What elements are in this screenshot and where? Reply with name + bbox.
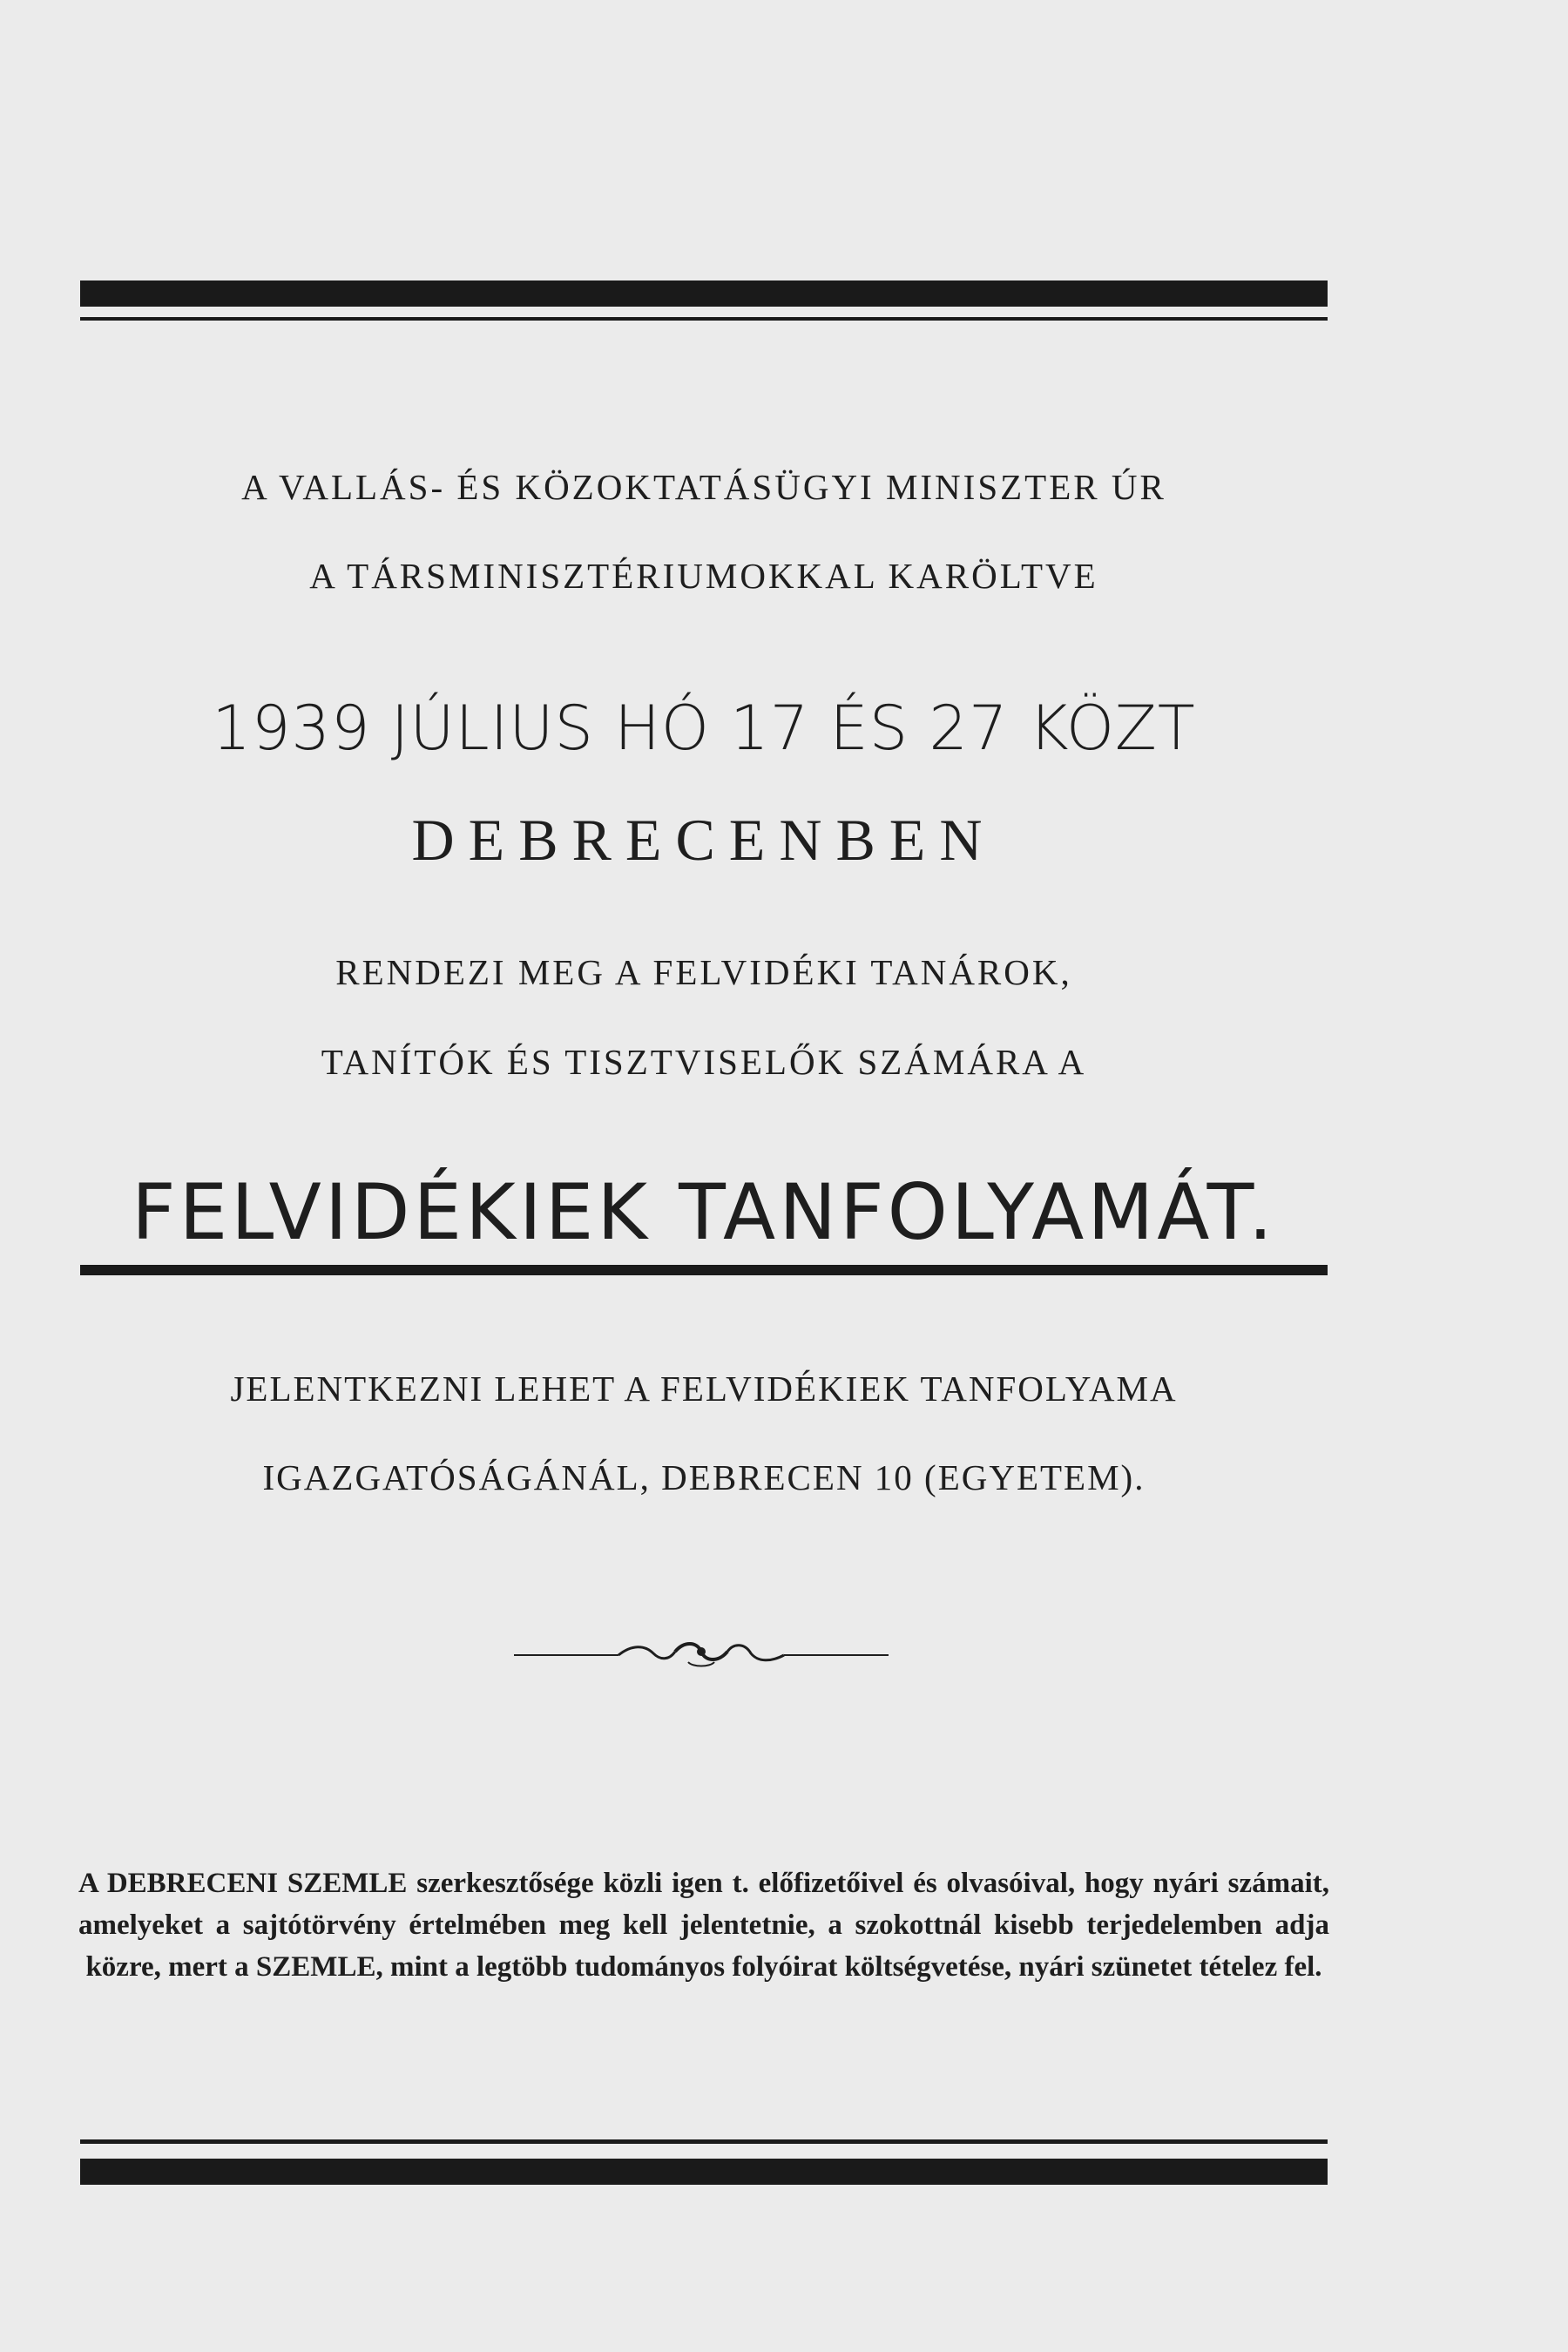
headline: FELVIDÉKIEK TANFOLYAMÁT.	[132, 1167, 1276, 1257]
registration-line-2: IGAZGATÓSÁGÁNÁL, DEBRECEN 10 (EGYETEM).	[262, 1457, 1146, 1497]
bottom-rule-thick	[80, 2159, 1328, 2185]
registration-line-1: JELENTKEZNI LEHET A FELVIDÉKIEK TANFOLYAMA	[230, 1369, 1178, 1409]
organizer-line-1: RENDEZI MEG A FELVIDÉKI TANÁROK,	[335, 952, 1072, 992]
editorial-notice: A DEBRECENI SZEMLE szerkesztősége közli igen t. előfizetőivel és olvasóival, hogy nyári számait, amelyeket a sajtótörvény értelmében meg kell jelentetnie, a szokottnál kisebb terjedelemben adja közre, mert a SZEMLE, mint a legtöbb tudományos folyóirat költségvetése, nyári szünetet tételez fel.	[78, 1868, 1329, 1983]
intro-line-2: A TÁRSMINISZTÉRIUMOKKAL KARÖLTVE	[309, 556, 1098, 596]
intro-line-1: A VALLÁS- ÉS KÖZOKTATÁSÜGYI MINISZTER ÚR	[241, 467, 1166, 507]
headline-underline	[80, 1265, 1328, 1275]
top-rule-thin	[80, 317, 1328, 321]
date-line: 1939 JÚLIUS HÓ 17 ÉS 27 KÖZT	[212, 693, 1196, 764]
city-line: DEBRECENBEN	[411, 807, 997, 873]
floral-ornament-icon	[514, 1638, 889, 1673]
bottom-rule-thin	[80, 2139, 1328, 2144]
top-rule-thick	[80, 280, 1328, 307]
organizer-line-2: TANÍTÓK ÉS TISZTVISELŐK SZÁMÁRA A	[321, 1042, 1087, 1082]
